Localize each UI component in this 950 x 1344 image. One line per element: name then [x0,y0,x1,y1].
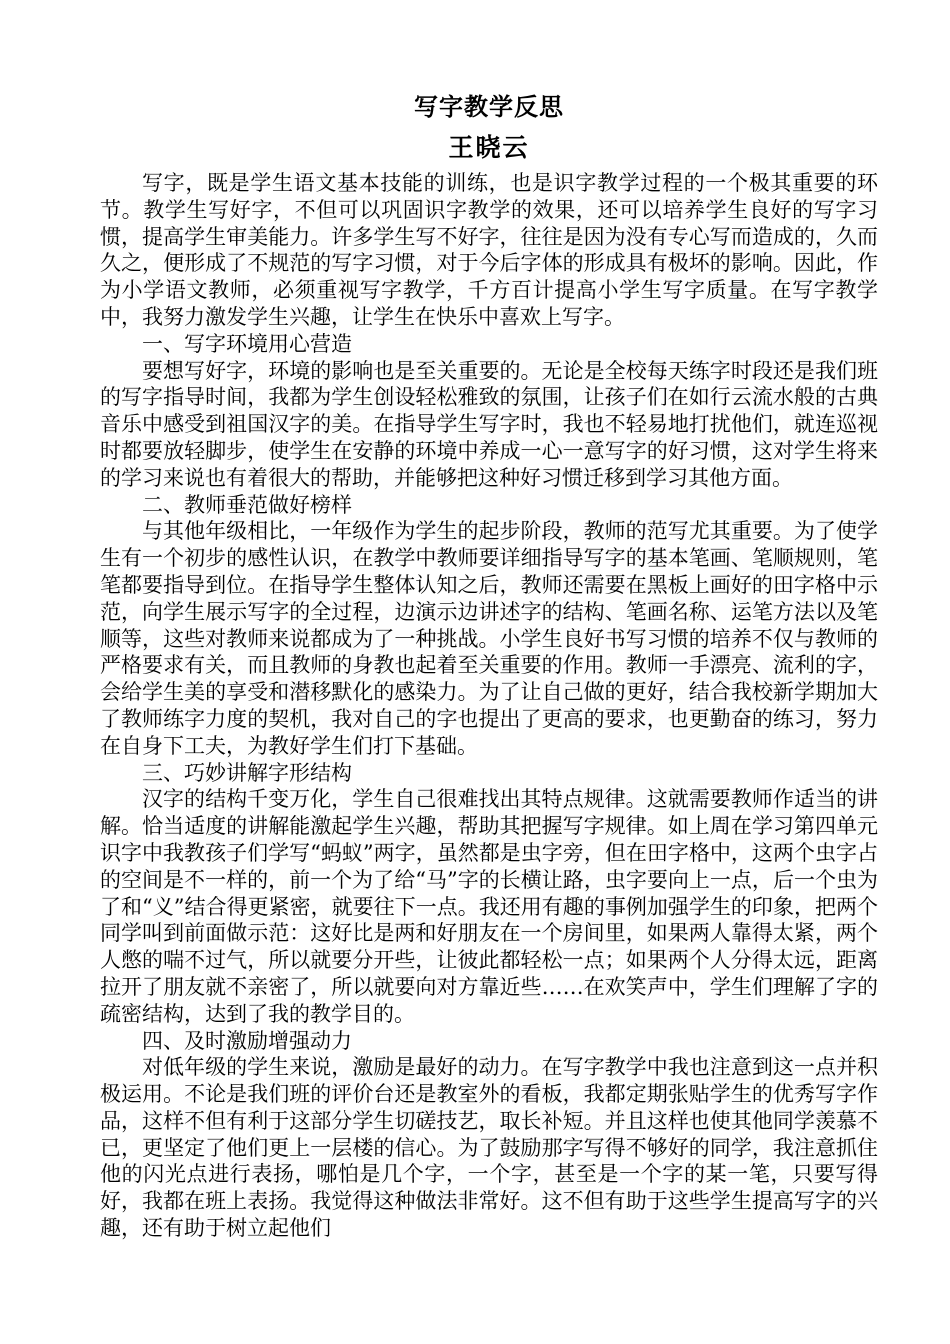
document-page [100,90,878,1242]
section-paragraph-4: 对低年级的学生来说，激励是最好的动力。在写字教学中我也注意到这一点并积极运用。不论是我们班的评价台还是教室外的看板，我都定期张贴学生的优秀写字作品，这样不但有利于这部分学生切磋技艺，取长补短。并且这样也使其他同学羡慕不已，更坚定了他们更上一层楼的信心。为了鼓励那字写得不够好的同学，我注意抓住他的闪光点进行表扬，哪怕是几个字，一个字，甚至是一个字的某一笔，只要写得好，我都在班上表扬。我觉得这种做法非常好。这不但有助于这些学生提高写字的兴趣，还有助于树立起他们 [100,1055,878,1241]
section-paragraph-2: 与其他年级相比，一年级作为学生的起步阶段，教师的范写尤其重要。为了使学生有一个初步的感性认识，在教学中教师要详细指导写字的基本笔画、笔顺规则，笔笔都要指导到位。在指导学生整体认知之后，教师还需要在黑板上画好的田字格中示范，向学生展示写字的全过程，边演示边讲述字的结构、笔画名称、运笔方法以及笔顺等，这些对教师来说都成为了一种挑战。小学生良好书写习惯的培养不仅与教师的严格要求有关，而且教师的身教也起着至关重要的作用。教师一手漂亮、流利的字，会给学生美的享受和潜移默化的感染力。为了让自己做的更好，结合我校新学期加大了教师练字力度的契机，我对自己的字也提出了更高的要求，也更勤奋的练习，努力在自身下工夫，为教好学生们打下基础。 [100,519,878,758]
intro-paragraph: 写字，既是学生语文基本技能的训练，也是识字教学过程的一个极其重要的环节。教学生写好字，不但可以巩固识字教学的效果，还可以培养学生良好的写字习惯，提高学生审美能力。许多学生写不好字，往往是因为没有专心写而造成的，久而久之，便形成了不规范的写字习惯，对于今后字体的形成具有极坏的影响。因此，作为小学语文教师，必须重视写字教学，千方百计提高小学生写字质量。在写字教学中，我努力激发学生兴趣，让学生在快乐中喜欢上写字。 [100,171,878,329]
section-paragraph-1: 要想写好字，环境的影响也是至关重要的。无论是全校每天练字时段还是我们班的写字指导时间，我都为学生创设轻松雅致的氛围，让孩子们在如行云流水般的古典音乐中感受到祖国汉字的美。在指导学生写字时，我也不轻易地打扰他们，就连巡视时都要放轻脚步，使学生在安静的环境中养成一心一意写字的好习惯，这对学生将来的学习来说也有着很大的帮助，并能够把这种好习惯迁移到学习其他方面。 [100,358,878,490]
section-heading-4: 四、及时激励增强动力 [142,1028,352,1053]
author-name: 王晓云 [448,133,530,162]
section-paragraph-3: 汉字的结构千变万化，学生自己很难找出其特点规律。这就需要教师作适当的讲解。恰当适度的讲解能激起学生兴趣，帮助其把握写字规律。如上周在学习第四单元识字中我教孩子们学写“蚂蚁”两字，虽然都是虫字旁，但在田字格中，这两个虫字占的空间是不一样的，前一个为了给“马”字的长横让路，虫字要向上一点，后一个虫为了和“义”结合得更紧密，就要往下一点。我还用有趣的事例加强学生的印象，把两个同学叫到前面做示范：这好比是两和好朋友在一个房间里，如果两人靠得太紧，两个人憋的喘不过气，所以就要分开些，让彼此都轻松一点；如果两个人分得太远，距离拉开了朋友就不亲密了，所以就要向对方靠近些……在欢笑声中，学生们理解了字的疏密结构，达到了我的教学目的。 [100,787,878,1026]
document-title: 写字教学反思 [414,92,564,121]
section-heading-3: 三、巧妙讲解字形结构 [142,760,352,785]
section-heading-2: 二、教师垂范做好榜样 [142,492,352,517]
document-body [100,170,878,1242]
section-heading-1: 一、写字环境用心营造 [142,331,352,356]
